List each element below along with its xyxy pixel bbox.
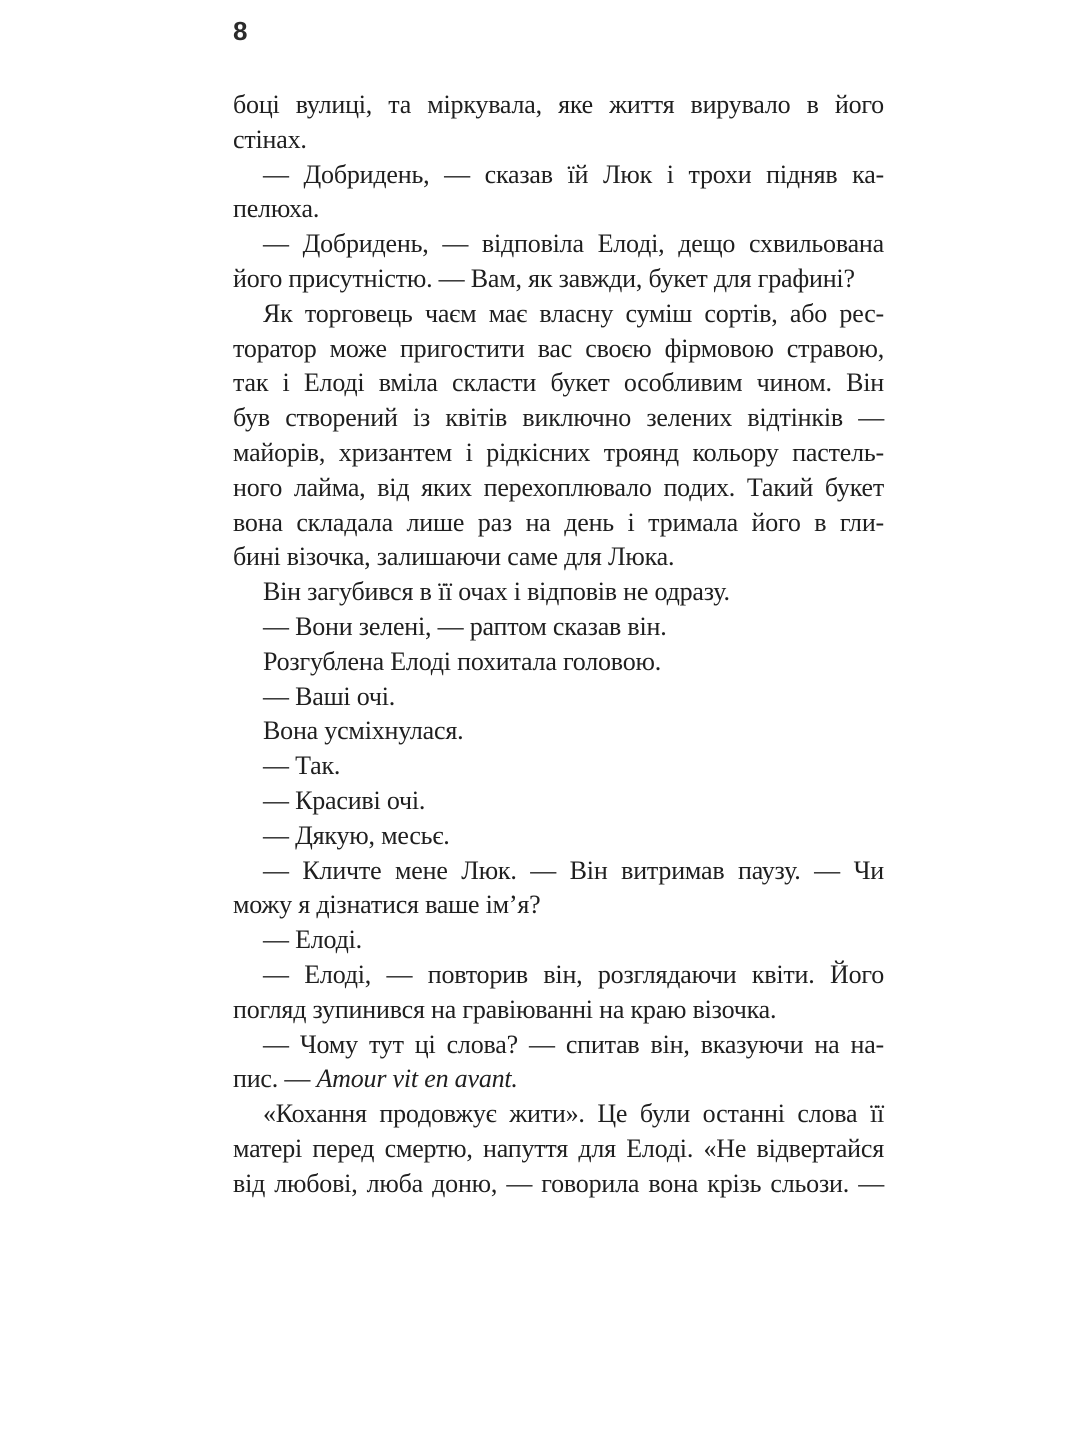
text-line bbox=[233, 471, 884, 506]
text-run: Розгублена Елоді похитала головою. bbox=[263, 646, 662, 676]
text-run: Як торговець чаєм має власну суміш сортів, або рес- bbox=[263, 298, 884, 328]
text-run: стінах. bbox=[233, 124, 307, 154]
paragraph bbox=[233, 1097, 884, 1201]
text-line bbox=[233, 1028, 884, 1063]
text-run: — Елоді, — повторив він, розглядаючи квіти. Його bbox=[263, 959, 884, 989]
text-run: його присутністю. — Вам, як завжди, букет для графині? bbox=[233, 263, 855, 293]
text-run: вона складала лише раз на день і тримала його в гли- bbox=[233, 507, 884, 537]
text-line bbox=[233, 1132, 884, 1167]
page-number: 8 bbox=[233, 16, 248, 46]
paragraph bbox=[233, 645, 884, 680]
text-run: — Красиві очі. bbox=[263, 785, 426, 815]
text-line bbox=[233, 123, 884, 158]
paragraph bbox=[233, 784, 884, 819]
text-run: — Добридень, — сказав їй Люк і трохи підняв ка- bbox=[263, 159, 884, 189]
text-line bbox=[233, 436, 884, 471]
text-run: можу я дізнатися ваше ім’я? bbox=[233, 890, 541, 920]
paragraph bbox=[233, 610, 884, 645]
text-line bbox=[233, 1062, 884, 1097]
text-run: — Кличте мене Люк. — Він витримав паузу. — Чи bbox=[263, 855, 884, 885]
text-line bbox=[233, 888, 884, 923]
text-run: матері перед смертю, напуття для Елоді. «Не відвертайся bbox=[233, 1133, 884, 1163]
text-run: — Дякую, месьє. bbox=[263, 820, 450, 850]
text-line bbox=[233, 714, 884, 749]
text-line bbox=[233, 192, 884, 227]
text-run: майорів, хризантем і рідкісних троянд кольору пастель- bbox=[233, 437, 884, 467]
italic-phrase: Amour vit en avant. bbox=[316, 1064, 518, 1094]
paragraph bbox=[233, 227, 884, 297]
text-line bbox=[233, 540, 884, 575]
text-run: — Ваші очі. bbox=[263, 681, 396, 711]
text-run: торатор може пригостити вас своєю фірмовою стравою, bbox=[233, 333, 884, 363]
text-line bbox=[233, 401, 884, 436]
paragraph bbox=[233, 575, 884, 610]
text-run: ного лайма, від яких перехоплювало подих. Такий букет bbox=[233, 472, 884, 502]
text-run: — Вони зелені, — раптом сказав він. bbox=[263, 611, 667, 641]
text-line bbox=[233, 1097, 884, 1132]
text-run: Він загубився в її очах і відповів не одразу. bbox=[263, 577, 730, 607]
text-line bbox=[233, 854, 884, 889]
text-line bbox=[233, 227, 884, 262]
paragraph bbox=[233, 714, 884, 749]
text-line bbox=[233, 819, 884, 854]
text-line bbox=[233, 332, 884, 367]
text-run: боці вулиці, та міркувала, яке життя вирувало в його bbox=[233, 90, 884, 119]
text-run: — Добридень, — відповіла Елоді, дещо схвильована bbox=[263, 229, 884, 259]
paragraph bbox=[233, 819, 884, 854]
text-line bbox=[233, 366, 884, 401]
paragraph bbox=[233, 1028, 884, 1098]
paragraph bbox=[233, 680, 884, 715]
text-run: «Кохання продовжує жити». Це були останні слова її bbox=[263, 1099, 884, 1129]
text-run: Вона усміхнулася. bbox=[263, 716, 464, 746]
text-run: — Чому тут ці слова? — спитав він, вказуючи на на- bbox=[263, 1029, 884, 1059]
text-line bbox=[233, 958, 884, 993]
text-line bbox=[233, 1167, 884, 1202]
paragraph bbox=[233, 749, 884, 784]
paragraph bbox=[233, 854, 884, 924]
text-line bbox=[233, 680, 884, 715]
text-line bbox=[233, 923, 884, 958]
text-run: — Елоді. bbox=[263, 925, 362, 955]
paragraph bbox=[233, 958, 884, 1028]
text-line bbox=[233, 749, 884, 784]
text-run: — Так. bbox=[263, 751, 341, 781]
text-run: пис. — bbox=[233, 1064, 317, 1094]
text-run: погляд зупинився на гравіюванні на краю візочка. bbox=[233, 994, 777, 1024]
text-run: пелюха. bbox=[233, 194, 320, 224]
text-line bbox=[233, 506, 884, 541]
text-run: бині візочка, залишаючи саме для Люка. bbox=[233, 542, 675, 572]
book-text-block bbox=[233, 88, 884, 1202]
text-line bbox=[233, 158, 884, 193]
text-line bbox=[233, 784, 884, 819]
paragraph bbox=[233, 158, 884, 228]
text-line bbox=[233, 610, 884, 645]
text-line bbox=[233, 262, 884, 297]
text-line bbox=[233, 993, 884, 1028]
paragraph bbox=[233, 88, 884, 158]
paragraph bbox=[233, 923, 884, 958]
text-line bbox=[233, 297, 884, 332]
text-line bbox=[233, 575, 884, 610]
text-run: від любові, люба доню, — говорила вона крізь сльози. — bbox=[233, 1168, 884, 1198]
text-run: так і Елоді вміла скласти букет особливим чином. Він bbox=[233, 368, 884, 398]
text-line bbox=[233, 88, 884, 123]
text-run: був створений із квітів виключно зелених відтінків — bbox=[233, 403, 884, 433]
paragraph bbox=[233, 297, 884, 575]
text-line bbox=[233, 645, 884, 680]
